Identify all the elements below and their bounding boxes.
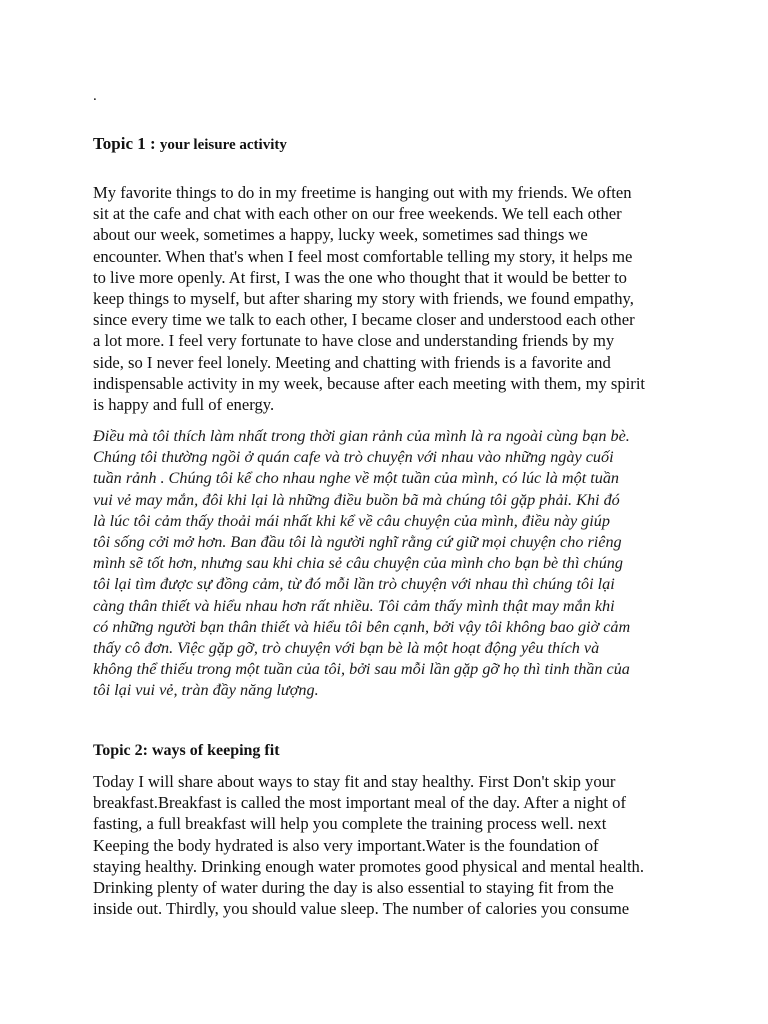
text-line: tuần rảnh . Chúng tôi kể cho nhau nghe về một tuần của mình, có lúc là một tuần <box>93 469 620 488</box>
text-line: mình sẽ tốt hơn, nhưng sau khi chia sẻ câu chuyện của mình cho bạn bè thì chúng <box>93 554 623 573</box>
text-line: Điều mà tôi thích làm nhất trong thời gian rảnh của mình là ra ngoài cùng bạn bè. <box>93 427 630 445</box>
text-line: tôi sống cởi mở hơn. Ban đầu tôi là người nghĩ rằng cứ giữ mọi chuyện cho riêng <box>93 533 622 552</box>
text-line: tôi lại vui vẻ, tràn đầy năng lượng. <box>93 681 319 700</box>
text-line: fasting, a full breakfast will help you complete the training process well. next <box>93 814 607 834</box>
text-line: Today I will share about ways to stay fit and stay healthy. First Don't skip your <box>93 772 616 791</box>
paragraph-vietnamese-leisure <box>93 426 695 702</box>
text-line: staying healthy. Drinking enough water promotes good physical and mental health. <box>93 856 644 876</box>
text-line: keep things to myself, but after sharing my story with friends, we found empathy, <box>93 289 634 309</box>
text-line: thấy cô đơn. Việc gặp gỡ, trò chuyện với bạn bè là một hoạt động yêu thích và <box>93 639 600 658</box>
text-line: Chúng tôi thường ngồi ở quán cafe và trò chuyện với nhau vào những ngày cuối <box>93 448 614 467</box>
paragraph-english-fitness <box>93 771 695 919</box>
text-line: có những người bạn thân thiết và hiểu tôi bên cạnh, bởi vậy tôi không bao giờ cảm <box>93 617 631 636</box>
text-line: about our week, sometimes a happy, lucky week, sometimes sad things we <box>93 225 588 245</box>
text-line: encounter. When that's when I feel most comfortable telling my story, it helps me <box>93 246 633 266</box>
topic2-heading: Topic 2: ways of keeping fit <box>93 742 280 759</box>
text-line: inside out. Thirdly, you should value sleep. The number of calories you consume <box>93 899 630 919</box>
text-line: Keeping the body hydrated is also very important.Water is the foundation of <box>93 835 599 855</box>
text-line: là lúc tôi cảm thấy thoải mái nhất khi kể về câu chuyện của mình, điều này giúp <box>93 511 610 530</box>
topic1-title: your leisure activity <box>159 137 287 153</box>
leading-dot: . <box>93 88 97 104</box>
text-line: since every time we talk to each other, I became closer and understood each other <box>93 310 635 330</box>
text-line: vui vẻ may mắn, đôi khi lại là những điều buồn bã mà chúng tôi gặp phải. Khi đó <box>93 490 620 509</box>
topic1-heading <box>93 132 287 157</box>
text-line: sit at the cafe and chat with each other on our free weekends. We tell each other <box>93 204 622 224</box>
text-line: side, so I never feel lonely. Meeting and chatting with friends is a favorite and <box>93 352 611 372</box>
text-line: tôi lại tìm được sự đồng cảm, từ đó mỗi lần trò chuyện với nhau thì chúng tôi lại <box>93 575 615 594</box>
text-line: Drinking plenty of water during the day is also essential to staying fit from the <box>93 878 614 898</box>
text-line: indispensable activity in my week, because after each meeting with them, my spirit <box>93 373 646 393</box>
text-line: không thể thiếu trong một tuần của tôi, bởi sau mỗi lần gặp gỡ họ thì tinh thần của <box>93 660 630 679</box>
topic1-prefix: Topic 1 : <box>93 134 160 153</box>
text-line: breakfast.Breakfast is called the most important meal of the day. After a night of <box>93 793 626 813</box>
text-line: My favorite things to do in my freetime is hanging out with my friends. We often <box>93 183 632 202</box>
paragraph-english-leisure <box>93 182 695 415</box>
text-line: is happy and full of energy. <box>93 395 275 415</box>
text-line: a lot more. I feel very fortunate to have close and understanding friends by my <box>93 331 615 351</box>
text-line: càng thân thiết và hiểu nhau hơn rất nhiều. Tôi cảm thấy mình thật may mắn khi <box>93 596 615 615</box>
text-line: to live more openly. At first, I was the one who thought that it would be better to <box>93 267 627 287</box>
